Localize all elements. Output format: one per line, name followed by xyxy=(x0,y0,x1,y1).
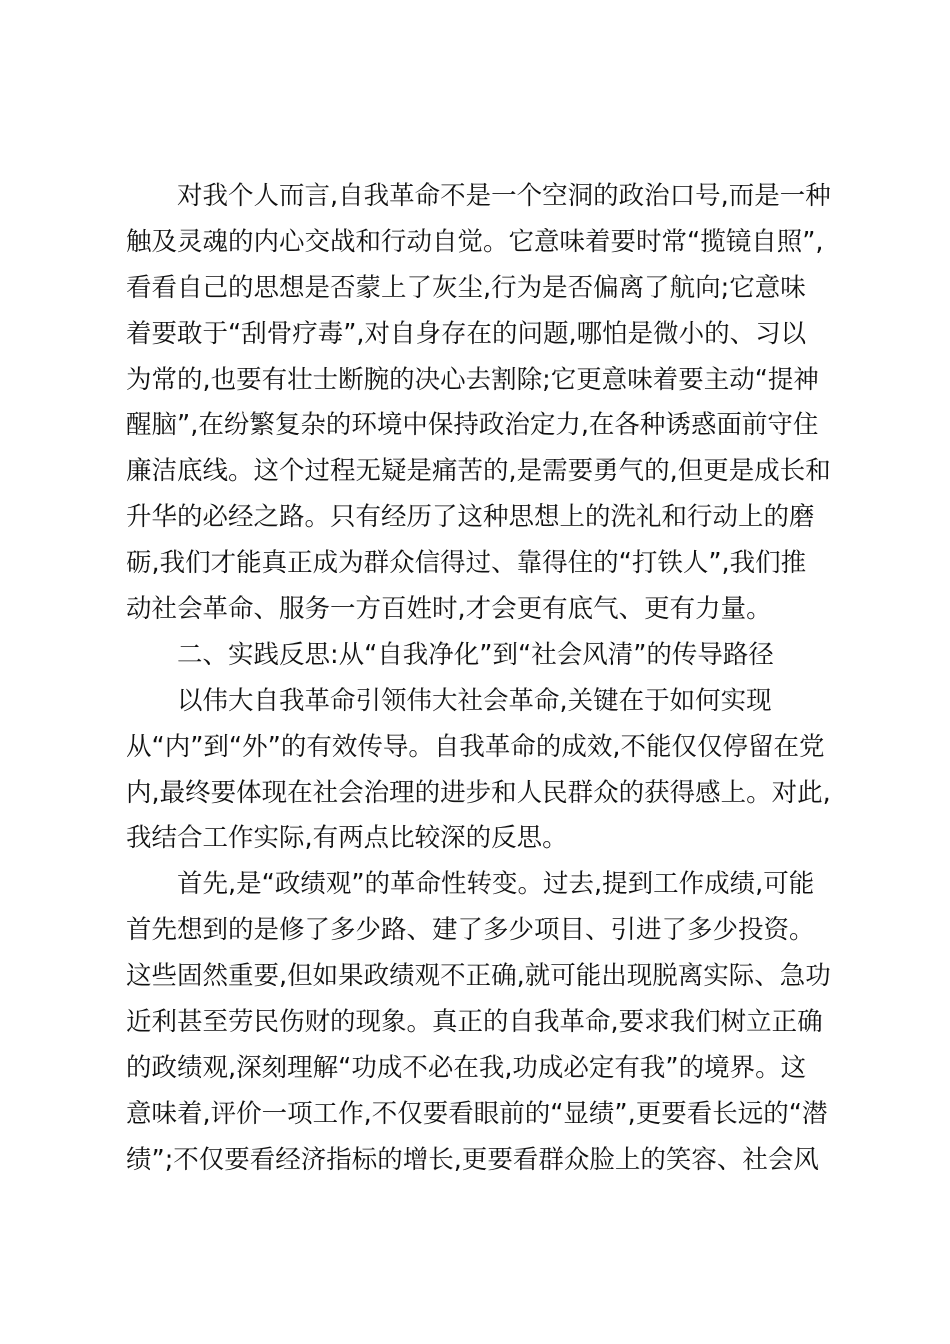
paragraph-line: 首先想到的是修了多少路、建了多少项目、引进了多少投资。 xyxy=(126,915,815,946)
paragraph-line: 触及灵魂的内心交战和行动自觉。它意味着要时常“揽镜自照”, xyxy=(126,226,824,257)
section-heading: 二、实践反思:从“自我净化”到“社会风清”的传导路径 xyxy=(177,639,774,670)
paragraph-line: 内,最终要体现在社会治理的进步和人民群众的获得感上。对此, xyxy=(126,777,831,808)
paragraph-line: 砺,我们才能真正成为群众信得过、靠得住的“打铁人”,我们推 xyxy=(126,548,807,579)
paragraph-line: 绩”;不仅要看经济指标的增长,更要看群众脸上的笑容、社会风 xyxy=(126,1144,819,1175)
paragraph-line: 近利甚至劳民伤财的现象。真正的自我革命,要求我们树立正确 xyxy=(126,1007,823,1038)
paragraph-line: 对我个人而言,自我革命不是一个空洞的政治口号,而是一种 xyxy=(177,181,831,211)
paragraph-line: 意味着,评价一项工作,不仅要看眼前的“显绩”,更要看长远的“潜 xyxy=(126,1098,828,1129)
paragraph-line: 动社会革命、服务一方百姓时,才会更有底气、更有力量。 xyxy=(126,594,772,625)
paragraph-line: 的政绩观,深刻理解“功成不必在我,功成必定有我”的境界。这 xyxy=(126,1052,807,1083)
paragraph-line: 看看自己的思想是否蒙上了灰尘,行为是否偏离了航向;它意味 xyxy=(126,272,806,303)
body-text xyxy=(126,174,846,1184)
paragraph-line: 我结合工作实际,有两点比较深的反思。 xyxy=(126,823,568,854)
paragraph-line: 廉洁底线。这个过程无疑是痛苦的,是需要勇气的,但更是成长和 xyxy=(126,456,831,487)
paragraph-line: 为常的,也要有壮士断腕的决心去割除;它更意味着要主动“提神 xyxy=(126,364,819,395)
paragraph-line: 首先,是“政绩观”的革命性转变。过去,提到工作成绩,可能 xyxy=(177,869,815,900)
paragraph-line: 以伟大自我革命引领伟大社会革命,关键在于如何实现 xyxy=(177,685,772,716)
paragraph-line: 这些固然重要,但如果政绩观不正确,就可能出现脱离实际、急功 xyxy=(126,961,831,992)
paragraph-line: 升华的必经之路。只有经历了这种思想上的洗礼和行动上的磨 xyxy=(126,502,815,533)
paragraph-line: 醒脑”,在纷繁复杂的环境中保持政治定力,在各种诱惑面前守住 xyxy=(126,410,819,441)
paragraph-line: 从“内”到“外”的有效传导。自我革命的成效,不能仅仅停留在党 xyxy=(126,731,825,762)
paragraph-line: 着要敢于“刮骨疗毒”,对自身存在的问题,哪怕是微小的、习以 xyxy=(126,318,807,349)
